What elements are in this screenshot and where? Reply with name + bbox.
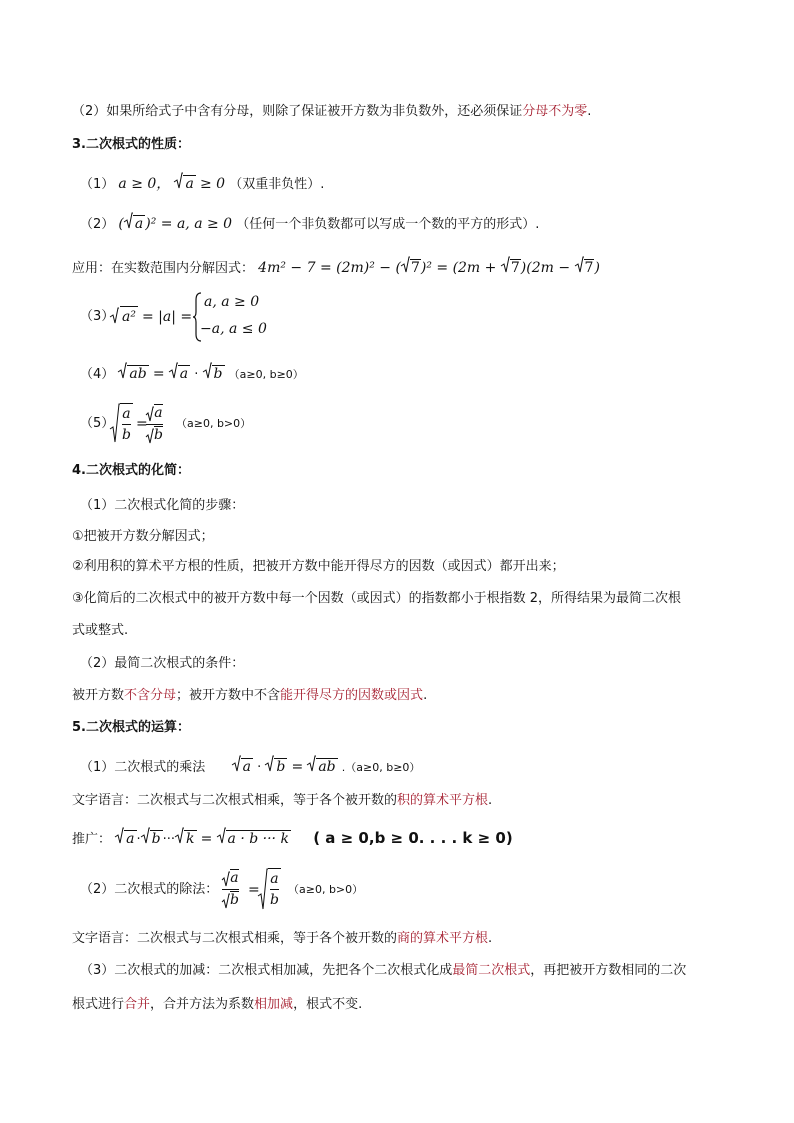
application-factorization: 应用：在实数范围内分解因式： 4m² − 7 = (2m)² − ( 7)² = (2m + 7)(2m − 7)	[72, 256, 600, 281]
sqrt-symbol	[118, 362, 127, 387]
sqrt-symbol	[110, 307, 119, 332]
highlight-denominator: 分母不为零	[522, 104, 588, 119]
fraction: a b	[146, 403, 163, 446]
sqrt-symbol	[265, 755, 274, 780]
division-verbal: 文字语言：二次根式与二次根式相乘，等于各个被开数的商的算术平方根.	[72, 931, 493, 946]
fraction: a b	[268, 868, 281, 910]
paragraph-denominator: （2）如果所给式子中含有分母，则除了保证被开方数为非负数外，还必须保证分母不为零.	[72, 104, 592, 119]
simplest-conditions-title: （2）最简二次根式的条件：	[80, 656, 245, 671]
sqrt-symbol	[169, 362, 178, 387]
sqrt-symbol	[124, 212, 133, 237]
sqrt-symbol	[575, 256, 584, 281]
simplify-steps-title: （1）二次根式化简的步骤：	[80, 498, 245, 513]
sqrt-symbol	[115, 827, 124, 852]
fraction: a b	[222, 868, 239, 911]
step-3-cont: 式或整式.	[72, 623, 129, 638]
sqrt-symbol	[307, 755, 316, 780]
property-2: （2） ( a )² = a, a ≥ 0 （任何一个非负数都可以写成一个数的平方的形式）.	[80, 212, 539, 237]
sqrt-symbol	[175, 827, 184, 852]
sqrt-symbol	[232, 755, 241, 780]
sqrt-symbol	[401, 256, 410, 281]
multiplication-rule: （1）二次根式的乘法 a · b = ab .（a≥0, b≥0）	[80, 755, 420, 780]
sqrt-symbol	[258, 868, 268, 917]
sqrt-symbol	[501, 256, 510, 281]
sqrt-symbol	[110, 403, 120, 450]
step-2: ②利用积的算术平方根的性质，把被开方数中能开得尽方的因数（或因式）都开出来；	[72, 559, 565, 574]
sqrt-symbol	[203, 362, 212, 387]
multiplication-verbal: 文字语言：二次根式与二次根式相乘，等于各个被开数的积的算术平方根.	[72, 793, 493, 808]
step-3: ③化简后的二次根式中的被开方数中每一个因数（或因式）的指数都小于根指数 2，所得结果为最简二次根	[72, 591, 682, 606]
simplest-conditions: 被开方数不含分母；被开方数中不含能开得尽方的因数或因式.	[72, 688, 428, 703]
sqrt-symbol	[141, 827, 150, 852]
generalization: 推广： a · b ··· k = a · b ··· k ( a ≥ 0,b ≥ 0. . . . k ≥ 0)	[72, 827, 513, 852]
heading-operations: 5.二次根式的运算：	[72, 720, 190, 735]
heading-properties: 3.二次根式的性质：	[72, 137, 190, 152]
sqrt-symbol	[217, 827, 226, 852]
fraction: a b	[120, 403, 133, 445]
sqrt-symbol	[174, 172, 183, 197]
property-1: （1） a ≥ 0， a ≥ 0 （双重非负性）.	[80, 172, 324, 197]
heading-simplification: 4.二次根式的化简：	[72, 463, 190, 478]
property-4: （4） ab = a · b （a≥0, b≥0）	[80, 362, 304, 387]
addition-rule: （3）二次根式的加减：二次根式相加减，先把各个二次根式化成最简二次根式，再把被开方数相同的二次	[80, 963, 687, 978]
addition-rule-cont: 根式进行合并，合并方法为系数相加减，根式不变.	[72, 997, 363, 1012]
step-1: ①把被开方数分解因式；	[72, 529, 214, 544]
